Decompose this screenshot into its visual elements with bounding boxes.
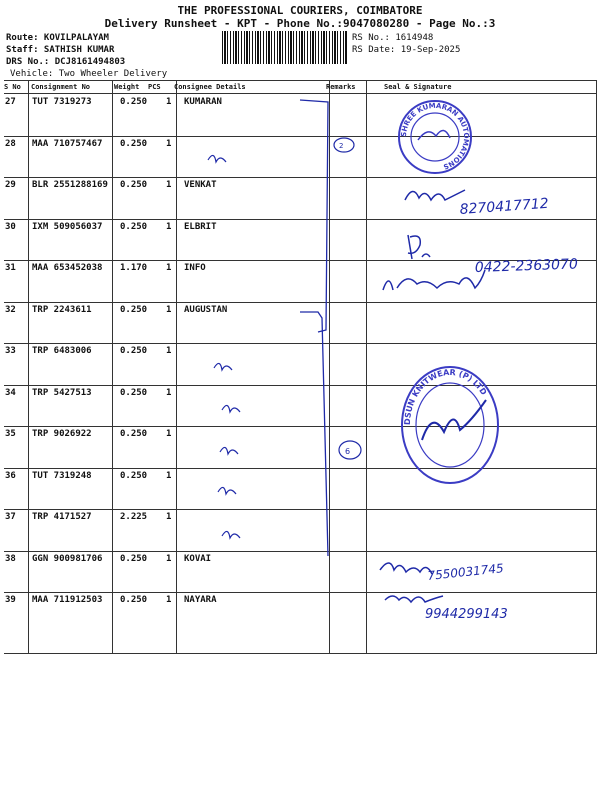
cell-weight: 2.225 <box>120 512 148 522</box>
cell-pcs: 1 <box>166 97 172 107</box>
cell-consignment: TRP 2243611 <box>32 304 92 315</box>
cell-pcs: 1 <box>166 180 172 190</box>
cell-pcs: 1 <box>166 470 172 481</box>
cell-consignment: TUT 7319273 <box>32 97 92 107</box>
cell-pcs: 1 <box>166 429 172 439</box>
cell-consignment: TRP 5427513 <box>32 387 92 398</box>
cell-sno: 37 <box>5 512 16 522</box>
cell-sno: 29 <box>5 180 16 190</box>
svg-text:2: 2 <box>339 142 344 150</box>
cell-weight: 0.250 <box>120 595 148 605</box>
cell-consignee: INFO <box>184 263 206 273</box>
cell-weight: 0.250 <box>120 304 148 315</box>
phone-number-2: 0422-2363070 <box>474 256 579 276</box>
runsheet-table <box>4 80 597 654</box>
cell-consignment: BLR 2551288169 <box>32 180 108 190</box>
rs-date: RS Date: 19-Sep-2025 <box>352 45 461 55</box>
cell-weight: 0.250 <box>120 429 148 439</box>
cell-consignment: TRP 6483006 <box>32 346 92 356</box>
cell-sno: 36 <box>5 470 16 481</box>
cell-consignee: ELBRIT <box>184 221 217 232</box>
phone-number-1: 8270417712 <box>459 195 550 218</box>
cell-sno: 34 <box>5 387 16 398</box>
cell-pcs: 1 <box>166 346 172 356</box>
cell-consignment: MAA 653452038 <box>32 263 103 273</box>
svg-text:6: 6 <box>345 447 351 456</box>
col-sno: S No <box>4 83 21 91</box>
cell-weight: 0.250 <box>120 387 148 398</box>
drs-number: DRS No.: DCJ8161494803 <box>6 57 126 67</box>
vehicle-label: Vehicle: Two Wheeler Delivery <box>10 69 168 79</box>
cell-weight: 0.250 <box>120 97 148 107</box>
route-label: Route: KOVILPALAYAM <box>6 33 109 43</box>
stamp2-text: DSUN KNITWEAR (P) LTD <box>402 367 489 426</box>
cell-pcs: 1 <box>166 138 172 149</box>
cell-pcs: 1 <box>166 304 172 315</box>
cell-weight: 0.250 <box>120 470 148 481</box>
col-seal: Seal & Signature <box>384 83 452 91</box>
cell-sno: 30 <box>5 221 16 232</box>
phone-number-3: 7550031745 <box>426 561 505 583</box>
cell-pcs: 1 <box>166 595 172 605</box>
cell-sno: 38 <box>5 553 16 564</box>
cell-weight: 1.170 <box>120 263 148 273</box>
cell-weight: 0.250 <box>120 553 148 564</box>
staff-label: Staff: SATHISH KUMAR <box>6 45 115 55</box>
cell-pcs: 1 <box>166 553 172 564</box>
col-weight: Weight <box>114 83 140 91</box>
cell-consignment: MAA 711912503 <box>32 595 103 605</box>
col-remarks: Remarks <box>326 83 356 91</box>
col-pcs: PCS <box>148 83 161 91</box>
cell-sno: 33 <box>5 346 16 356</box>
cell-weight: 0.250 <box>120 138 148 149</box>
cell-weight: 0.250 <box>120 180 148 190</box>
cell-sno: 27 <box>5 97 16 107</box>
cell-consignee: AUGUSTAN <box>184 304 228 315</box>
cell-consignee: VENKAT <box>184 180 217 190</box>
cell-sno: 35 <box>5 429 16 439</box>
runsheet-title: THE PROFESSIONAL COURIERS, COIMBATORE <box>177 4 423 17</box>
rs-number: RS No.: 1614948 <box>352 33 434 43</box>
cell-consignee: KOVAI <box>184 553 212 564</box>
cell-sno: 39 <box>5 595 16 605</box>
phone-number-4: 9944299143 <box>425 607 508 622</box>
cell-sno: 28 <box>5 138 16 149</box>
barcode <box>222 31 348 64</box>
cell-consignment: MAA 710757467 <box>32 138 103 149</box>
cell-consignee: NAYARA <box>184 595 217 605</box>
stamp1-text: SHREE KUMARAN AUTOMATIONS <box>399 101 471 171</box>
cell-pcs: 1 <box>166 221 172 232</box>
cell-consignment: GGN 900981706 <box>32 553 103 564</box>
cell-pcs: 1 <box>166 387 172 398</box>
cell-consignment: IXM 509056037 <box>32 221 103 232</box>
cell-pcs: 1 <box>166 512 172 522</box>
cell-consignment: TRP 9026922 <box>32 429 92 439</box>
col-consignment: Consignment No <box>31 83 91 91</box>
cell-sno: 32 <box>5 304 16 315</box>
cell-weight: 0.250 <box>120 221 148 232</box>
cell-pcs: 1 <box>166 263 172 273</box>
runsheet-subtitle: Delivery Runsheet - KPT - Phone No.:9047080280 - Page No.:3 <box>104 17 496 30</box>
col-consignee: Consignee Details <box>174 83 246 91</box>
cell-sno: 31 <box>5 263 16 273</box>
cell-consignee: KUMARAN <box>184 97 222 107</box>
cell-consignment: TUT 7319248 <box>32 470 92 481</box>
cell-weight: 0.250 <box>120 346 148 356</box>
cell-consignment: TRP 4171527 <box>32 512 92 522</box>
